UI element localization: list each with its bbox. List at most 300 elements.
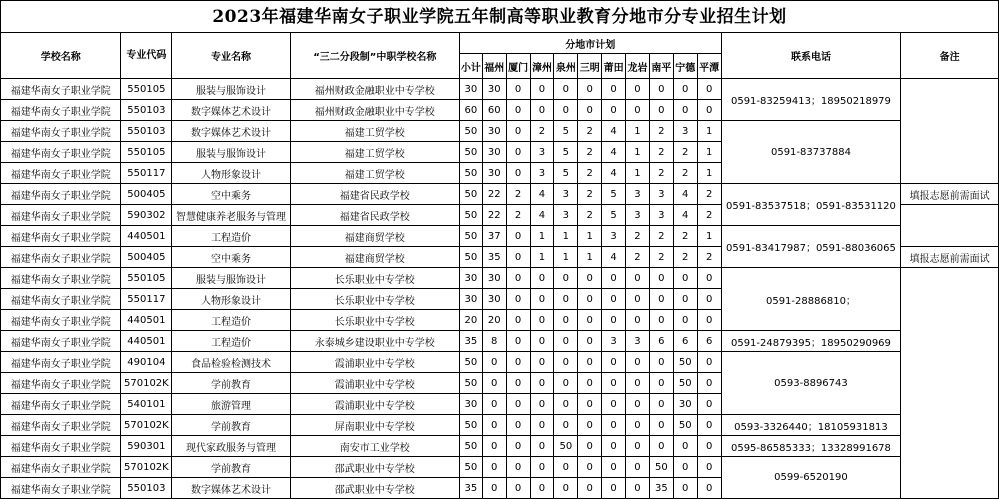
header-city: 泉州	[554, 54, 578, 79]
cell-total: 50	[459, 352, 482, 373]
cell-city-value: 0	[626, 478, 650, 499]
cell-city-value: 3	[626, 184, 650, 205]
cell-school: 福建华南女子职业学院	[1, 226, 121, 247]
cell-major: 空中乘务	[172, 184, 290, 205]
cell-city-value: 0	[530, 310, 554, 331]
cell-city-value: 0	[697, 436, 721, 457]
cell-city-value: 0	[649, 415, 673, 436]
cell-city-value: 35	[482, 247, 506, 268]
cell-city-value: 0	[506, 352, 530, 373]
cell-city-value: 30	[482, 163, 506, 184]
cell-city-value: 0	[506, 415, 530, 436]
cell-city-value: 0	[626, 100, 650, 121]
cell-school: 福建华南女子职业学院	[1, 478, 121, 499]
cell-city-value: 2	[649, 142, 673, 163]
cell-city-value: 0	[649, 289, 673, 310]
cell-city-value: 0	[578, 478, 602, 499]
cell-city-value: 0	[578, 373, 602, 394]
cell-city-value: 0	[626, 268, 650, 289]
cell-code: 570102K	[121, 415, 172, 436]
cell-city-value: 20	[482, 310, 506, 331]
cell-city-value: 0	[482, 415, 506, 436]
cell-city-value: 2	[649, 247, 673, 268]
cell-city-value: 0	[554, 331, 578, 352]
cell-partner-school: 福州财政金融职业中专学校	[290, 79, 459, 100]
cell-city-value: 3	[673, 121, 697, 142]
cell-city-value: 0	[578, 394, 602, 415]
table-header	[1, 33, 999, 79]
cell-phone: 0591-24879395；18950290969	[721, 331, 901, 352]
cell-city-value: 1	[578, 247, 602, 268]
cell-city-value: 1	[697, 226, 721, 247]
cell-school: 福建华南女子职业学院	[1, 373, 121, 394]
cell-city-value: 30	[482, 142, 506, 163]
cell-city-value: 4	[602, 121, 626, 142]
cell-major: 人物形象设计	[172, 163, 290, 184]
cell-partner-school: 福州财政金融职业中专学校	[290, 100, 459, 121]
cell-city-value: 2	[673, 163, 697, 184]
cell-phone: 0591-83537518；0591-83531120	[721, 184, 901, 226]
cell-partner-school: 长乐职业中专学校	[290, 289, 459, 310]
cell-note: 填报志愿前需面试	[901, 184, 999, 205]
cell-city-value: 4	[530, 205, 554, 226]
cell-city-value: 0	[506, 457, 530, 478]
cell-total: 50	[459, 247, 482, 268]
cell-total: 60	[459, 100, 482, 121]
cell-city-value: 1	[697, 142, 721, 163]
table-row	[1, 79, 999, 100]
header-city: 三明	[578, 54, 602, 79]
cell-phone: 0591-83417987；0591-88036065	[721, 226, 901, 268]
cell-city-value: 0	[506, 163, 530, 184]
cell-partner-school: 南安市工业学校	[290, 436, 459, 457]
cell-city-value: 30	[482, 268, 506, 289]
cell-city-value: 0	[697, 352, 721, 373]
cell-city-value: 0	[506, 142, 530, 163]
cell-city-value: 0	[530, 268, 554, 289]
cell-city-value: 50	[554, 436, 578, 457]
cell-city-value: 0	[649, 310, 673, 331]
cell-city-value: 1	[554, 226, 578, 247]
cell-city-value: 0	[697, 289, 721, 310]
cell-school: 福建华南女子职业学院	[1, 310, 121, 331]
cell-code: 550105	[121, 142, 172, 163]
cell-partner-school: 福建省民政学校	[290, 184, 459, 205]
cell-city-value: 2	[673, 226, 697, 247]
cell-city-value: 1	[530, 226, 554, 247]
cell-school: 福建华南女子职业学院	[1, 163, 121, 184]
cell-city-value: 22	[482, 184, 506, 205]
cell-major: 工程造价	[172, 331, 290, 352]
header-school: 学校名称	[1, 33, 121, 79]
cell-partner-school: 霞浦职业中专学校	[290, 373, 459, 394]
cell-city-value: 2	[697, 247, 721, 268]
cell-school: 福建华南女子职业学院	[1, 457, 121, 478]
cell-code: 570102K	[121, 373, 172, 394]
cell-total: 50	[459, 205, 482, 226]
cell-city-value: 0	[578, 79, 602, 100]
cell-city-value: 0	[649, 100, 673, 121]
cell-major: 学前教育	[172, 415, 290, 436]
cell-city-value: 0	[482, 373, 506, 394]
cell-city-value: 0	[602, 373, 626, 394]
cell-major: 工程造价	[172, 310, 290, 331]
table-row	[1, 268, 999, 289]
page-title: 2023年福建华南女子职业学院五年制高等职业教育分地市分专业招生计划	[0, 0, 999, 32]
cell-major: 数字媒体艺术设计	[172, 478, 290, 499]
cell-total: 35	[459, 478, 482, 499]
cell-city-value: 0	[554, 352, 578, 373]
cell-city-value: 1	[697, 121, 721, 142]
cell-city-value: 1	[530, 247, 554, 268]
cell-city-value: 0	[697, 268, 721, 289]
cell-partner-school: 屏南职业中专学校	[290, 415, 459, 436]
cell-school: 福建华南女子职业学院	[1, 121, 121, 142]
cell-code: 500405	[121, 184, 172, 205]
cell-note	[901, 268, 999, 499]
cell-city-value: 0	[626, 457, 650, 478]
cell-code: 590302	[121, 205, 172, 226]
enrollment-plan-table	[0, 32, 999, 499]
cell-city-value: 3	[554, 205, 578, 226]
cell-partner-school: 福建工贸学校	[290, 142, 459, 163]
cell-total: 20	[459, 310, 482, 331]
cell-city-value: 0	[554, 289, 578, 310]
cell-city-value: 0	[506, 394, 530, 415]
cell-partner-school: 福建省民政学校	[290, 205, 459, 226]
cell-city-value: 0	[697, 415, 721, 436]
cell-school: 福建华南女子职业学院	[1, 100, 121, 121]
cell-city-value: 0	[626, 436, 650, 457]
cell-city-value: 35	[649, 478, 673, 499]
cell-city-value: 0	[506, 121, 530, 142]
cell-city-value: 0	[554, 478, 578, 499]
cell-city-value: 2	[649, 226, 673, 247]
cell-city-value: 3	[626, 205, 650, 226]
cell-code: 550117	[121, 163, 172, 184]
cell-major: 数字媒体艺术设计	[172, 121, 290, 142]
cell-city-value: 5	[554, 163, 578, 184]
cell-city-value: 0	[482, 436, 506, 457]
cell-city-value: 0	[673, 79, 697, 100]
header-code: 专业代码	[121, 33, 172, 79]
cell-city-value: 0	[673, 457, 697, 478]
cell-city-value: 30	[482, 289, 506, 310]
cell-city-value: 0	[506, 289, 530, 310]
cell-city-value: 0	[578, 268, 602, 289]
cell-city-value: 1	[554, 247, 578, 268]
cell-city-value: 0	[602, 478, 626, 499]
cell-city-value: 0	[482, 394, 506, 415]
cell-city-value: 0	[530, 415, 554, 436]
cell-city-value: 50	[673, 373, 697, 394]
cell-total: 50	[459, 184, 482, 205]
cell-city-value: 0	[506, 247, 530, 268]
cell-city-value: 0	[673, 268, 697, 289]
cell-city-value: 2	[673, 247, 697, 268]
cell-city-value: 0	[649, 394, 673, 415]
table-row	[1, 226, 999, 247]
cell-city-value: 0	[602, 394, 626, 415]
cell-phone: 0599-6520190	[721, 457, 901, 499]
cell-city-value: 50	[649, 457, 673, 478]
cell-city-value: 5	[602, 184, 626, 205]
cell-school: 福建华南女子职业学院	[1, 289, 121, 310]
cell-partner-school: 邵武职业中专学校	[290, 457, 459, 478]
cell-total: 30	[459, 79, 482, 100]
cell-major: 服装与服饰设计	[172, 79, 290, 100]
cell-phone: 0593-8896743	[721, 352, 901, 415]
cell-city-value: 6	[649, 331, 673, 352]
header-partner-school: “三二分段制”中职学校名称	[290, 33, 459, 79]
cell-city-value: 5	[554, 121, 578, 142]
header-city-plan: 分地市计划	[459, 33, 721, 54]
cell-city-value: 0	[578, 415, 602, 436]
cell-school: 福建华南女子职业学院	[1, 205, 121, 226]
cell-city-value: 0	[506, 478, 530, 499]
cell-city-value: 0	[530, 436, 554, 457]
cell-city-value: 1	[578, 226, 602, 247]
cell-code: 550103	[121, 100, 172, 121]
cell-city-value: 0	[530, 79, 554, 100]
cell-city-value: 0	[626, 79, 650, 100]
cell-school: 福建华南女子职业学院	[1, 247, 121, 268]
cell-city-value: 0	[530, 457, 554, 478]
cell-major: 食品检验检测技术	[172, 352, 290, 373]
cell-city-value: 0	[554, 457, 578, 478]
cell-city-value: 0	[482, 352, 506, 373]
cell-city-value: 2	[626, 226, 650, 247]
cell-city-value: 0	[649, 79, 673, 100]
cell-school: 福建华南女子职业学院	[1, 436, 121, 457]
cell-city-value: 2	[578, 205, 602, 226]
cell-city-value: 3	[554, 184, 578, 205]
cell-note: 填报志愿前需面试	[901, 247, 999, 268]
cell-city-value: 0	[530, 394, 554, 415]
cell-city-value: 3	[649, 184, 673, 205]
cell-major: 学前教育	[172, 373, 290, 394]
table-row	[1, 121, 999, 142]
cell-city-value: 4	[602, 247, 626, 268]
header-city: 南平	[649, 54, 673, 79]
cell-phone: 0591-28886810；	[721, 268, 901, 331]
cell-city-value: 0	[626, 394, 650, 415]
cell-major: 人物形象设计	[172, 289, 290, 310]
cell-partner-school: 霞浦职业中专学校	[290, 352, 459, 373]
cell-city-value: 1	[697, 163, 721, 184]
cell-city-value: 4	[673, 184, 697, 205]
cell-city-value: 3	[530, 142, 554, 163]
cell-city-value: 0	[578, 457, 602, 478]
cell-city-value: 5	[602, 205, 626, 226]
cell-city-value: 0	[602, 436, 626, 457]
cell-major: 工程造价	[172, 226, 290, 247]
cell-city-value: 0	[578, 100, 602, 121]
cell-city-value: 50	[673, 352, 697, 373]
cell-city-value: 0	[626, 352, 650, 373]
cell-city-value: 4	[602, 142, 626, 163]
cell-city-value: 1	[626, 163, 650, 184]
header-major: 专业名称	[172, 33, 290, 79]
cell-city-value: 2	[506, 205, 530, 226]
cell-code: 550103	[121, 478, 172, 499]
cell-city-value: 50	[673, 415, 697, 436]
cell-school: 福建华南女子职业学院	[1, 142, 121, 163]
cell-city-value: 0	[626, 415, 650, 436]
cell-city-value: 0	[602, 415, 626, 436]
cell-city-value: 0	[530, 289, 554, 310]
cell-city-value: 8	[482, 331, 506, 352]
cell-total: 50	[459, 163, 482, 184]
cell-major: 现代家政服务与管理	[172, 436, 290, 457]
cell-city-value: 0	[530, 100, 554, 121]
cell-city-value: 3	[649, 205, 673, 226]
cell-city-value: 3	[602, 226, 626, 247]
cell-city-value: 0	[554, 394, 578, 415]
cell-note	[901, 205, 999, 247]
cell-city-value: 2	[649, 163, 673, 184]
cell-city-value: 0	[506, 79, 530, 100]
cell-city-value: 0	[530, 478, 554, 499]
cell-city-value: 0	[554, 100, 578, 121]
cell-partner-school: 永泰城乡建设职业中专学校	[290, 331, 459, 352]
header-city: 平潭	[697, 54, 721, 79]
cell-city-value: 0	[530, 373, 554, 394]
cell-city-value: 0	[506, 310, 530, 331]
cell-city-value: 0	[482, 478, 506, 499]
cell-total: 50	[459, 142, 482, 163]
cell-city-value: 0	[602, 100, 626, 121]
cell-code: 540101	[121, 394, 172, 415]
cell-city-value: 0	[506, 331, 530, 352]
cell-city-value: 0	[697, 457, 721, 478]
cell-total: 50	[459, 436, 482, 457]
cell-school: 福建华南女子职业学院	[1, 394, 121, 415]
cell-city-value: 0	[673, 289, 697, 310]
cell-code: 500405	[121, 247, 172, 268]
cell-phone: 0593-3326440；18105931813	[721, 415, 901, 436]
cell-city-value: 4	[602, 163, 626, 184]
cell-city-value: 0	[697, 79, 721, 100]
cell-city-value: 0	[697, 394, 721, 415]
table-row	[1, 352, 999, 373]
cell-major: 数字媒体艺术设计	[172, 100, 290, 121]
cell-city-value: 2	[578, 121, 602, 142]
cell-city-value: 6	[673, 331, 697, 352]
cell-city-value: 0	[530, 331, 554, 352]
cell-city-value: 2	[530, 121, 554, 142]
cell-total: 50	[459, 226, 482, 247]
cell-total: 35	[459, 331, 482, 352]
cell-city-value: 2	[697, 184, 721, 205]
cell-city-value: 0	[554, 373, 578, 394]
table-row	[1, 415, 999, 436]
cell-city-value: 0	[506, 436, 530, 457]
cell-major: 服装与服饰设计	[172, 142, 290, 163]
cell-city-value: 0	[578, 352, 602, 373]
cell-city-value: 0	[554, 79, 578, 100]
cell-city-value: 0	[578, 310, 602, 331]
cell-city-value: 0	[506, 373, 530, 394]
cell-school: 福建华南女子职业学院	[1, 184, 121, 205]
cell-city-value: 2	[506, 184, 530, 205]
cell-city-value: 0	[482, 457, 506, 478]
cell-city-value: 1	[626, 121, 650, 142]
cell-city-value: 0	[697, 310, 721, 331]
table-row	[1, 436, 999, 457]
header-city: 厦门	[506, 54, 530, 79]
cell-city-value: 0	[554, 310, 578, 331]
cell-city-value: 22	[482, 205, 506, 226]
cell-city-value: 4	[530, 184, 554, 205]
cell-city-value: 5	[554, 142, 578, 163]
cell-city-value: 0	[578, 436, 602, 457]
cell-city-value: 30	[673, 394, 697, 415]
cell-city-value: 3	[626, 331, 650, 352]
cell-city-value: 0	[626, 373, 650, 394]
cell-total: 50	[459, 373, 482, 394]
cell-major: 空中乘务	[172, 247, 290, 268]
cell-code: 550105	[121, 268, 172, 289]
header-city: 福州	[482, 54, 506, 79]
cell-partner-school: 霞浦职业中专学校	[290, 394, 459, 415]
header-city: 龙岩	[626, 54, 650, 79]
cell-code: 490104	[121, 352, 172, 373]
cell-city-value: 0	[626, 289, 650, 310]
cell-city-value: 2	[578, 163, 602, 184]
cell-city-value: 0	[649, 268, 673, 289]
cell-city-value: 0	[673, 100, 697, 121]
cell-city-value: 4	[673, 205, 697, 226]
cell-partner-school: 福建工贸学校	[290, 121, 459, 142]
cell-city-value: 30	[482, 79, 506, 100]
cell-city-value: 0	[530, 352, 554, 373]
cell-city-value: 0	[673, 436, 697, 457]
cell-partner-school: 福建商贸学校	[290, 226, 459, 247]
cell-major: 旅游管理	[172, 394, 290, 415]
cell-city-value: 0	[673, 478, 697, 499]
cell-city-value: 0	[626, 310, 650, 331]
header-city: 漳州	[530, 54, 554, 79]
header-city: 宁德	[673, 54, 697, 79]
cell-city-value: 0	[602, 268, 626, 289]
cell-total: 30	[459, 289, 482, 310]
cell-phone: 0595-86585333；13328991678	[721, 436, 901, 457]
cell-school: 福建华南女子职业学院	[1, 268, 121, 289]
cell-partner-school: 邵武职业中专学校	[290, 478, 459, 499]
cell-total: 50	[459, 121, 482, 142]
cell-city-value: 2	[673, 142, 697, 163]
cell-city-value: 0	[578, 289, 602, 310]
cell-city-value: 30	[482, 121, 506, 142]
cell-phone: 0591-83737884	[721, 121, 901, 184]
cell-school: 福建华南女子职业学院	[1, 415, 121, 436]
cell-code: 590301	[121, 436, 172, 457]
cell-major: 智慧健康养老服务与管理	[172, 205, 290, 226]
header-phone: 联系电话	[721, 33, 901, 79]
cell-partner-school: 福建商贸学校	[290, 247, 459, 268]
header-total: 小计	[459, 54, 482, 79]
cell-code: 570102K	[121, 457, 172, 478]
cell-city-value: 0	[602, 79, 626, 100]
cell-city-value: 60	[482, 100, 506, 121]
cell-city-value: 2	[626, 247, 650, 268]
cell-city-value: 0	[506, 268, 530, 289]
cell-city-value: 2	[649, 121, 673, 142]
cell-city-value: 0	[649, 436, 673, 457]
cell-city-value: 0	[602, 457, 626, 478]
cell-city-value: 2	[578, 142, 602, 163]
